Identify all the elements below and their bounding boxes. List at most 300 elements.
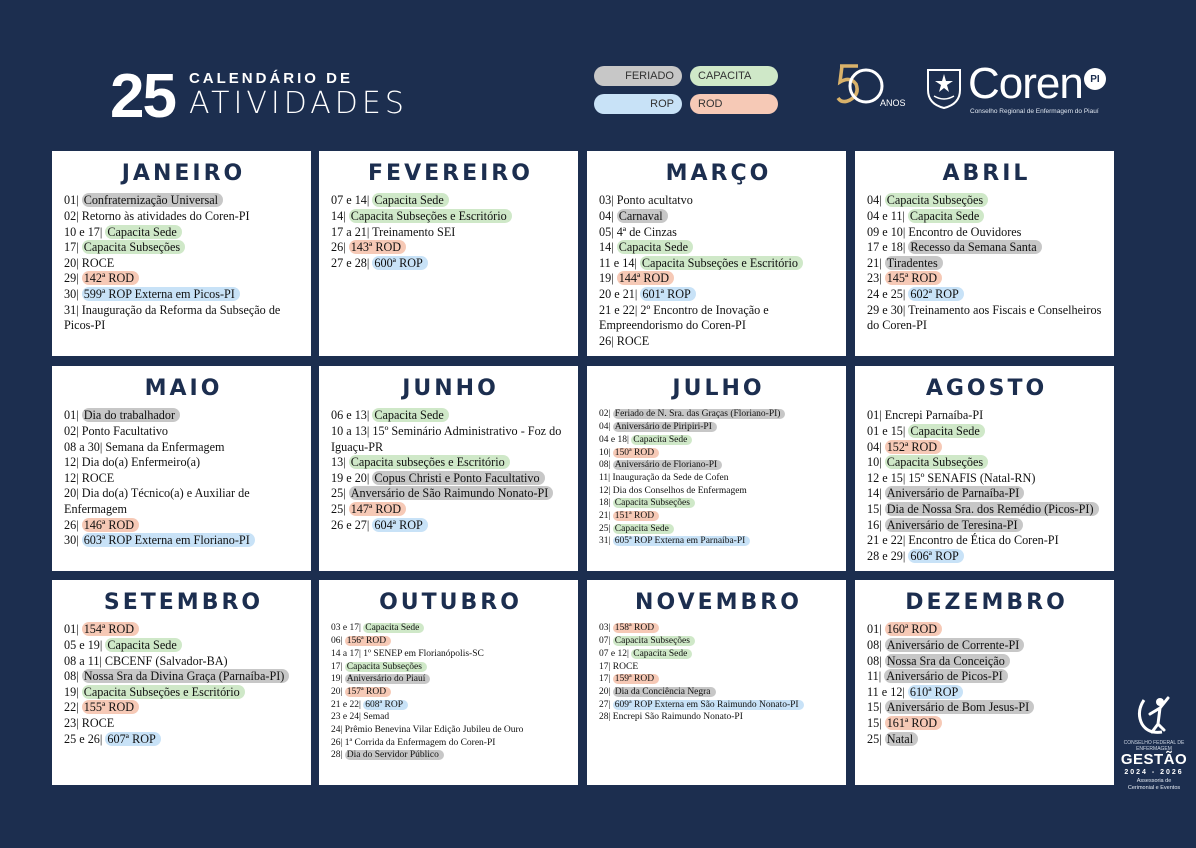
- event-item: [599, 447, 838, 460]
- event-text: Nossa Sra da Divina Graça (Parnaíba-PI): [82, 669, 290, 683]
- event-text: 610ª ROP: [908, 685, 963, 699]
- event-date: 14 a 17|: [331, 648, 364, 659]
- event-date: 03|: [599, 193, 617, 208]
- event-date: 12|: [64, 455, 82, 470]
- event-date: 25|: [331, 501, 349, 516]
- event-text: Dia do trabalhador: [82, 408, 180, 422]
- event-date: 23|: [867, 271, 885, 286]
- event-date: 25|: [867, 731, 885, 746]
- event-date: 01|: [64, 193, 82, 208]
- event-text: 602ª ROP: [908, 287, 963, 301]
- event-text: 15º Seminário Administrativo - Foz do Iguaçu-PR: [331, 423, 562, 454]
- event-item: [331, 673, 570, 686]
- event-item: [64, 455, 303, 471]
- event-item: [64, 440, 303, 456]
- event-date: 18|: [599, 498, 613, 509]
- event-date: 19|: [331, 674, 345, 685]
- event-date: 12|: [64, 470, 82, 485]
- event-text: Ponto acultatvo: [616, 193, 693, 208]
- month-name: FEVEREIRO: [368, 161, 533, 186]
- event-date: 14|: [331, 208, 349, 223]
- event-list: [331, 193, 570, 271]
- event-date: 08|: [599, 460, 613, 471]
- event-date: 20|: [64, 486, 82, 501]
- month-card-agosto: [855, 366, 1114, 571]
- event-item: [331, 518, 570, 534]
- event-date: 03|: [599, 623, 613, 634]
- event-date: 25|: [331, 486, 349, 501]
- month-name: ABRIL: [942, 161, 1031, 186]
- event-item: [599, 472, 838, 485]
- event-item: [64, 303, 303, 334]
- event-text: Capacita Sede: [363, 623, 424, 633]
- event-text: 159ª ROD: [613, 674, 659, 684]
- event-date: 07 e 12|: [599, 648, 632, 659]
- event-date: 05|: [599, 224, 617, 239]
- event-item: [64, 716, 303, 732]
- event-date: 27|: [599, 699, 613, 710]
- event-item: [599, 334, 838, 350]
- event-item: [64, 669, 303, 685]
- month-card-fevereiro: [319, 151, 578, 356]
- event-item: [64, 518, 303, 534]
- event-text: 151ª ROD: [613, 511, 659, 521]
- months-grid: [52, 151, 1113, 785]
- event-item: [64, 471, 303, 487]
- event-date: 06 e 13|: [331, 408, 373, 423]
- event-text: Dia do(a) Técnico(a) e Auxiliar de Enfermagem: [64, 486, 250, 516]
- logo-name: Coren: [968, 59, 1083, 108]
- event-text: Carnaval: [617, 209, 668, 223]
- event-text: Dia dos Conselhos de Enfermagem: [612, 485, 747, 496]
- event-item: [599, 303, 838, 334]
- event-date: 14|: [599, 240, 617, 255]
- event-text: Feriado de N. Sra. das Graças (Floriano-PI): [613, 409, 786, 419]
- event-text: 142ª ROD: [82, 271, 139, 285]
- event-date: 31|: [599, 536, 613, 547]
- event-item: [64, 193, 303, 209]
- event-date: 30|: [64, 533, 82, 548]
- event-date: 02|: [64, 208, 82, 223]
- event-date: 04|: [599, 208, 617, 223]
- event-date: 08|: [867, 637, 885, 652]
- event-date: 15|: [867, 501, 885, 516]
- legend-rop: ROP: [594, 94, 682, 114]
- event-date: 04|: [599, 422, 613, 433]
- event-item: [331, 724, 570, 737]
- event-date: 01|: [64, 408, 82, 423]
- event-item: [867, 256, 1106, 272]
- event-text: Capacita Sede: [617, 240, 693, 254]
- event-date: 17|: [599, 674, 613, 685]
- event-date: 25 e 26|: [64, 731, 106, 746]
- event-item: [331, 686, 570, 699]
- event-item: [331, 225, 570, 241]
- event-text: Nossa Sra da Conceição: [885, 654, 1010, 668]
- event-item: [867, 271, 1106, 287]
- month-name: SETEMBRO: [103, 590, 264, 615]
- event-item: [331, 502, 570, 518]
- event-item: [64, 486, 303, 517]
- event-text: Aniversário de Floriano-PI: [613, 460, 722, 470]
- event-date: 11 e 12|: [867, 684, 908, 699]
- event-item: [64, 408, 303, 424]
- event-date: 04 e 18|: [599, 434, 632, 445]
- event-item: [599, 661, 838, 674]
- event-item: [867, 225, 1106, 241]
- event-text: Capacita subseções e Escritório: [349, 455, 510, 469]
- event-text: Aniversário de Teresina-PI: [885, 518, 1023, 532]
- event-text: Encontro de Ouvidores: [908, 224, 1022, 239]
- event-item: [64, 654, 303, 670]
- event-text: ROCE: [81, 255, 115, 270]
- event-item: [867, 502, 1106, 518]
- event-date: 20|: [331, 686, 345, 697]
- event-date: 20 e 21|: [599, 286, 641, 301]
- event-item: [64, 622, 303, 638]
- event-item: [599, 622, 838, 635]
- event-item: [331, 256, 570, 272]
- event-text: Copus Christi e Ponto Facultativo: [372, 471, 544, 485]
- event-date: 02|: [64, 423, 82, 438]
- event-text: Confraternização Universal: [82, 193, 223, 207]
- event-item: [331, 193, 570, 209]
- event-text: Inauguração da Sede de Cofen: [612, 472, 729, 483]
- event-item: [599, 523, 838, 536]
- event-date: 05 e 19|: [64, 637, 106, 652]
- event-date: 06|: [331, 636, 345, 647]
- event-item: [599, 240, 838, 256]
- event-item: [867, 455, 1106, 471]
- event-text: Treinamento aos Fiscais e Conselheiros do Coren-PI: [867, 302, 1102, 333]
- event-text: Capacita Sede: [631, 435, 692, 445]
- event-item: [867, 240, 1106, 256]
- event-item: [64, 732, 303, 748]
- event-item: [599, 459, 838, 472]
- event-text: Retorno às atividades do Coren-PI: [81, 208, 250, 223]
- event-date: 08|: [867, 653, 885, 668]
- event-text: Dia do Servidor Público: [345, 750, 444, 760]
- event-text: Prêmio Benevina Vilar Edição Jubileu de Ouro: [344, 725, 524, 736]
- event-item: [599, 193, 838, 209]
- month-name: AGOSTO: [925, 376, 1048, 401]
- month-card-setembro: [52, 580, 311, 785]
- event-text: Capacita Sede: [908, 424, 984, 438]
- event-date: 07 e 14|: [331, 193, 373, 208]
- event-item: [64, 700, 303, 716]
- event-text: Dia da Conciência Negra: [613, 687, 716, 697]
- event-text: 608ª ROP: [363, 700, 408, 710]
- event-item: [64, 240, 303, 256]
- event-date: 04|: [867, 193, 885, 208]
- event-item: [867, 408, 1106, 424]
- event-list: [64, 193, 303, 333]
- gestao-icon: [1134, 694, 1174, 738]
- event-date: 01|: [64, 622, 82, 637]
- event-item: [599, 510, 838, 523]
- event-date: 17 a 21|: [331, 224, 373, 239]
- event-item: [331, 635, 570, 648]
- event-text: Recesso da Semana Santa: [908, 240, 1041, 254]
- event-text: Dia do(a) Enfermeiro(a): [81, 455, 201, 470]
- event-text: 4ª de Cinzas: [616, 224, 677, 239]
- event-item: [599, 209, 838, 225]
- legend-capacita: CAPACITA: [690, 66, 778, 86]
- event-date: 28|: [599, 712, 613, 723]
- event-text: Capacita Subseções: [613, 498, 695, 508]
- gestao-foot-line-1: Assessoria de: [1136, 777, 1172, 784]
- event-text: Treinamento SEI: [372, 224, 456, 239]
- event-item: [599, 648, 838, 661]
- month-card-janeiro: [52, 151, 311, 356]
- gestao-foot-line-2: Cerimonial e Eventos: [1127, 784, 1181, 791]
- event-list: [599, 622, 838, 724]
- event-item: [331, 486, 570, 502]
- event-item: [599, 711, 838, 724]
- event-date: 31|: [64, 302, 82, 317]
- event-list: [599, 408, 838, 548]
- event-item: [867, 193, 1106, 209]
- event-item: [64, 256, 303, 272]
- event-text: 599ª ROP Externa em Picos-PI: [82, 287, 240, 301]
- event-item: [867, 716, 1106, 732]
- event-item: [331, 408, 570, 424]
- event-text: 144ª ROD: [617, 271, 674, 285]
- event-text: Aniversário de Bom Jesus-PI: [885, 700, 1035, 714]
- event-text: CBCENF (Salvador-BA): [104, 653, 228, 668]
- event-item: [331, 424, 570, 455]
- event-item: [331, 737, 570, 750]
- event-item: [331, 661, 570, 674]
- event-text: 1º SENEP em Florianópolis-SC: [363, 648, 484, 659]
- month-name: MARÇO: [665, 161, 772, 186]
- event-item: [599, 256, 838, 272]
- event-date: 10|: [867, 455, 885, 470]
- event-date: 17|: [64, 240, 82, 255]
- event-text: 147ª ROD: [349, 502, 406, 516]
- event-date: 08 a 30|: [64, 439, 106, 454]
- month-name: NOVEMBRO: [635, 590, 802, 615]
- month-name: MAIO: [144, 376, 223, 401]
- title-line-1: CALENDÁRIO DE: [188, 70, 353, 87]
- event-item: [331, 471, 570, 487]
- month-name: DEZEMBRO: [905, 590, 1068, 615]
- event-date: 11|: [599, 472, 613, 483]
- event-date: 11|: [867, 669, 885, 684]
- event-text: ROCE: [81, 715, 115, 730]
- event-item: [331, 749, 570, 762]
- event-date: 22|: [64, 700, 82, 715]
- event-date: 07|: [599, 636, 613, 647]
- event-text: 2º Encontro de Inovação e Empreendorismo do Coren-PI: [599, 302, 769, 333]
- event-item: [331, 240, 570, 256]
- event-item: [867, 654, 1106, 670]
- month-card-abril: [855, 151, 1114, 356]
- title-year-number: 25: [110, 62, 175, 131]
- event-item: [599, 635, 838, 648]
- event-date: 20|: [64, 255, 82, 270]
- event-item: [867, 638, 1106, 654]
- event-item: [867, 700, 1106, 716]
- event-text: Aniversário do Piauí: [345, 674, 431, 684]
- event-text: 152ª ROD: [885, 440, 942, 454]
- event-list: [867, 408, 1106, 564]
- event-item: [599, 408, 838, 421]
- month-card-dezembro: [855, 580, 1114, 785]
- event-text: 603ª ROP Externa em Floriano-PI: [82, 533, 255, 547]
- event-text: Natal: [885, 732, 918, 746]
- event-text: 607ª ROP: [105, 732, 160, 746]
- event-date: 21 e 22|: [867, 533, 909, 548]
- event-item: [867, 303, 1106, 334]
- event-item: [331, 209, 570, 225]
- event-date: 13|: [331, 455, 349, 470]
- month-card-maio: [52, 366, 311, 571]
- event-text: Semad: [363, 712, 390, 723]
- event-item: [64, 424, 303, 440]
- event-item: [64, 287, 303, 303]
- event-text: Aniversário de Picos-PI: [884, 669, 1007, 683]
- event-text: 605ª ROP Externa em Parnaíba-PI: [613, 536, 751, 546]
- month-card-março: [587, 151, 846, 356]
- event-text: Aniversário de Corrente-PI: [885, 638, 1025, 652]
- event-date: 23 e 24|: [331, 712, 364, 723]
- event-item: [867, 518, 1106, 534]
- event-date: 24|: [331, 725, 345, 736]
- event-text: Capacita Subseções: [613, 636, 695, 646]
- gestao-logo: [1118, 694, 1190, 814]
- title-line-2: ATIVIDADES: [188, 86, 408, 121]
- event-text: Anversário de São Raimundo Nonato-PI: [349, 486, 554, 500]
- event-text: Dia de Nossa Sra. dos Remédio (Picos-PI): [885, 502, 1099, 516]
- month-card-novembro: [587, 580, 846, 785]
- event-item: [331, 622, 570, 635]
- event-item: [599, 225, 838, 241]
- event-text: 150ª ROD: [613, 448, 659, 458]
- event-text: Capacita Sede: [613, 524, 674, 534]
- event-text: Semana da Enfermagem: [105, 439, 225, 454]
- event-text: ROCE: [612, 661, 639, 672]
- event-item: [599, 686, 838, 699]
- event-item: [867, 669, 1106, 685]
- month-card-julho: [587, 366, 846, 571]
- event-date: 08 a 11|: [64, 653, 105, 668]
- event-text: 156ª ROD: [345, 636, 391, 646]
- event-date: 21 e 22|: [331, 699, 364, 710]
- event-text: Ponto Facultativo: [81, 423, 169, 438]
- event-text: 157ª ROD: [345, 687, 391, 697]
- event-date: 01|: [867, 622, 885, 637]
- event-text: Capacita Subseções: [345, 662, 427, 672]
- gestao-word: GESTÃO: [1120, 751, 1188, 768]
- event-list: [64, 622, 303, 747]
- event-item: [64, 638, 303, 654]
- month-card-outubro: [319, 580, 578, 785]
- event-item: [867, 622, 1106, 638]
- event-text: Capacita Subseções: [82, 240, 185, 254]
- event-date: 24 e 25|: [867, 286, 909, 301]
- event-item: [331, 455, 570, 471]
- coren-logo: [836, 58, 1116, 122]
- event-text: Capacita Subseções e Escritório: [349, 209, 512, 223]
- month-name: OUTUBRO: [379, 590, 522, 615]
- event-item: [867, 533, 1106, 549]
- event-text: 155ª ROD: [82, 700, 139, 714]
- event-date: 28|: [331, 750, 345, 761]
- event-item: [867, 685, 1106, 701]
- event-item: [64, 225, 303, 241]
- event-date: 26|: [599, 333, 617, 348]
- event-date: 12|: [599, 485, 613, 496]
- event-item: [64, 271, 303, 287]
- event-date: 10 a 13|: [331, 423, 373, 438]
- event-item: [331, 711, 570, 724]
- event-date: 11 e 14|: [599, 255, 640, 270]
- event-list: [867, 622, 1106, 747]
- event-text: Capacita Subseções: [885, 193, 988, 207]
- event-text: Capacita Subseções: [885, 455, 988, 469]
- legend: [594, 66, 782, 116]
- event-date: 26|: [64, 517, 82, 532]
- event-text: 15º SENAFIS (Natal-RN): [908, 470, 1036, 485]
- event-text: Capacita Sede: [908, 209, 984, 223]
- legend-rod: ROD: [690, 94, 778, 114]
- event-text: Inauguração da Reforma da Subseção de Picos-PI: [64, 302, 281, 333]
- event-text: 158ª ROD: [613, 623, 659, 633]
- event-text: 161ª ROD: [885, 716, 942, 730]
- event-date: 30|: [64, 286, 82, 301]
- event-date: 17|: [599, 661, 613, 672]
- event-date: 10 e 17|: [64, 224, 106, 239]
- event-date: 27 e 28|: [331, 255, 373, 270]
- event-text: ROCE: [81, 470, 115, 485]
- event-text: 600ª ROP: [372, 256, 427, 270]
- event-date: 03 e 17|: [331, 623, 364, 634]
- event-text: Encontro de Ética do Coren-PI: [908, 533, 1059, 548]
- event-date: 26|: [331, 240, 349, 255]
- event-date: 21 e 22|: [599, 302, 641, 317]
- event-date: 12 e 15|: [867, 470, 909, 485]
- gestao-small-text: CONSELHO FEDERAL DE ENFERMAGEM: [1123, 740, 1185, 752]
- event-text: ROCE: [616, 333, 650, 348]
- shield-icon: [924, 66, 964, 110]
- event-date: 28 e 29|: [867, 548, 909, 563]
- event-date: 21|: [867, 255, 885, 270]
- event-text: Capacita Sede: [372, 408, 448, 422]
- event-item: [599, 673, 838, 686]
- event-date: 08|: [64, 669, 82, 684]
- event-text: 609ª ROP Externa em São Raimundo Nonato-PI: [613, 700, 804, 710]
- event-item: [867, 549, 1106, 565]
- event-item: [599, 271, 838, 287]
- event-date: 20|: [599, 686, 613, 697]
- calendar-title: [110, 62, 408, 131]
- event-text: 145ª ROD: [885, 271, 942, 285]
- event-date: 16|: [867, 517, 885, 532]
- event-item: [331, 648, 570, 661]
- event-text: Aniversário de Piripiri-PI: [613, 422, 717, 432]
- event-list: [64, 408, 303, 548]
- event-date: 02|: [599, 409, 613, 420]
- event-item: [331, 699, 570, 712]
- event-item: [599, 434, 838, 447]
- event-item: [599, 699, 838, 712]
- month-card-junho: [319, 366, 578, 571]
- event-text: Tiradentes: [885, 256, 943, 270]
- event-item: [867, 424, 1106, 440]
- event-date: 14|: [867, 486, 885, 501]
- event-date: 21|: [599, 511, 613, 522]
